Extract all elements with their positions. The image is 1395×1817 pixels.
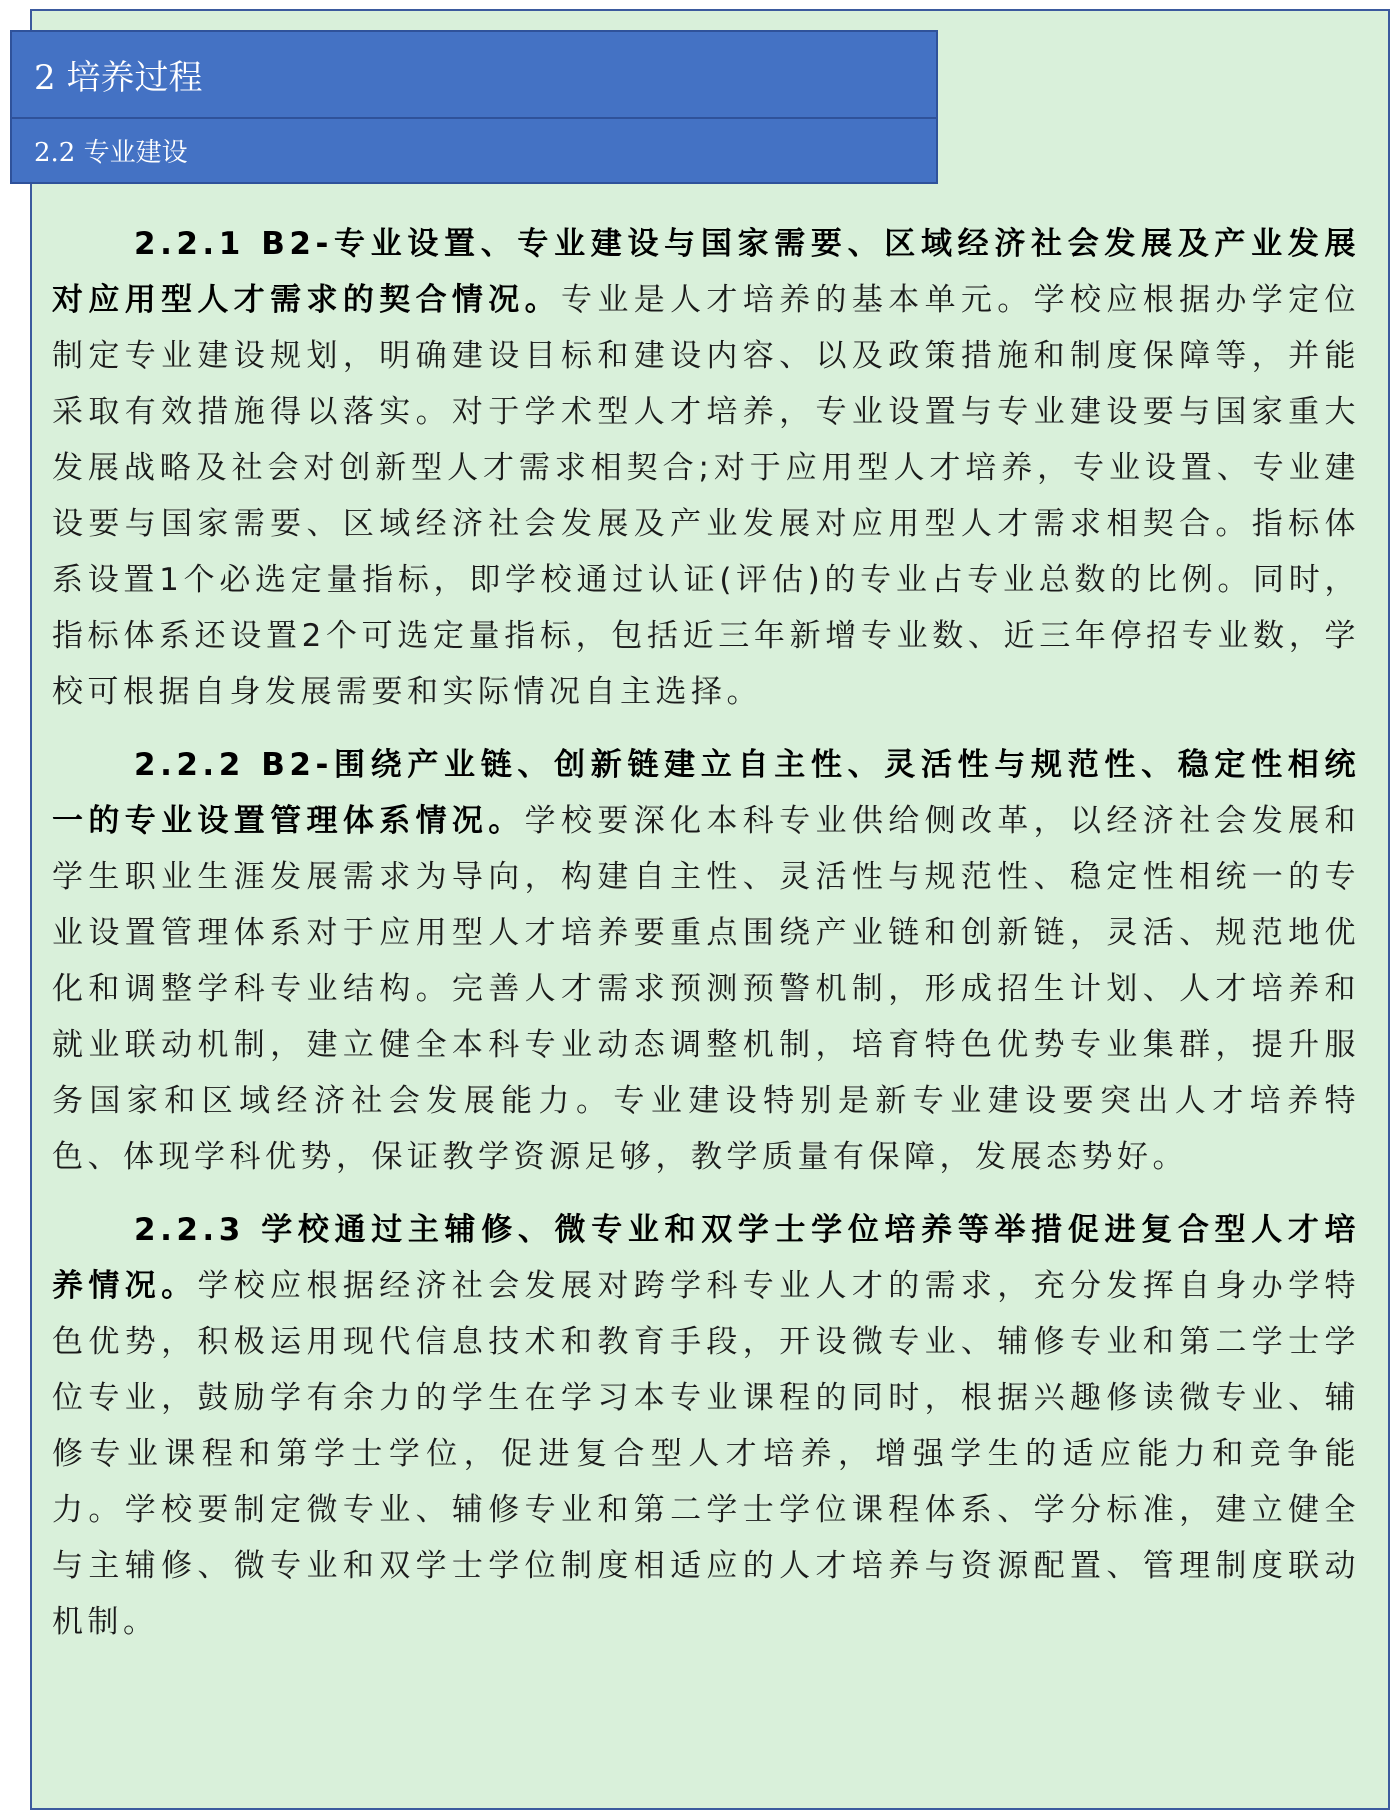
paragraph-2-2-3: [52, 1202, 1360, 1650]
section-subtitle: 2.2 专业建设: [34, 138, 188, 168]
document-body: [52, 216, 1360, 1667]
paragraph-2-2-2: [52, 737, 1360, 1185]
paragraph-body: 学校要深化本科专业供给侧改革，以经济社会发展和学生职业生涯发展需求为导向，构建自主性、灵活性与规范性、稳定性相统一的专业设置管理体系对于应用型人才培养要重点围绕产业链和创新链，灵活、规范地优化和调整学科专业结构。完善人才需求预测预警机制，形成招生计划、人才培养和就业联动机制，建立健全本科专业动态调整机制，培育特色优势专业集群，提升服务国家和区域经济社会发展能力。专业建设特别是新专业建设要突出人才培养特色、体现学科优势，保证教学资源足够，教学质量有保障，发展态势好。: [52, 803, 1361, 1175]
paragraph-heading: 2.2.1 B2-专业设置、专业建设与国家需要、区域经济社会发展及产业发展对应用型人才需求的契合情况。: [52, 226, 1360, 318]
section-header: [10, 30, 938, 184]
paragraph-body: 专业是人才培养的基本单元。学校应根据办学定位制定专业建设规划，明确建设目标和建设内容、以及政策措施和制度保障等，并能采取有效措施得以落实。对于学术型人才培养，专业设置与专业建设要与国家重大发展战略及社会对创新型人才需求相契合;对于应用型人才培养，专业设置、专业建设要与国家需要、区域经济社会发展及产业发展对应用型人才需求相契合。指标体系设置1个必选定量指标，即学校通过认证(评估)的专业占专业总数的比例。同时，指标体系还设置2个可选定量指标，包括近三年新增专业数、近三年停招专业数，学校可根据自身发展需要和实际情况自主选择。: [52, 282, 1360, 710]
paragraph-body: 学校应根据经济社会发展对跨学科专业人才的需求，充分发挥自身办学特色优势，积极运用现代信息技术和教育手段，开设微专业、辅修专业和第二学士学位专业，鼓励学有余力的学生在学习本专业课程的同时，根据兴趣修读微专业、辅修专业课程和第学士学位，促进复合型人才培养，增强学生的适应能力和竞争能力。学校要制定微专业、辅修专业和第二学士学位课程体系、学分标准，建立健全与主辅修、微专业和双学士学位制度相适应的人才培养与资源配置、管理制度联动机制。: [52, 1268, 1361, 1640]
paragraph-heading: 2.2.2 B2-围绕产业链、创新链建立自主性、灵活性与规范性、稳定性相统一的专业设置管理体系情况。: [52, 747, 1360, 839]
paragraph-heading: 2.2.3 学校通过主辅修、微专业和双学士学位培养等举措促进复合型人才培养情况。: [52, 1212, 1360, 1304]
paragraph-2-2-1: [52, 216, 1360, 720]
chapter-title: 2 培养过程: [12, 32, 936, 119]
